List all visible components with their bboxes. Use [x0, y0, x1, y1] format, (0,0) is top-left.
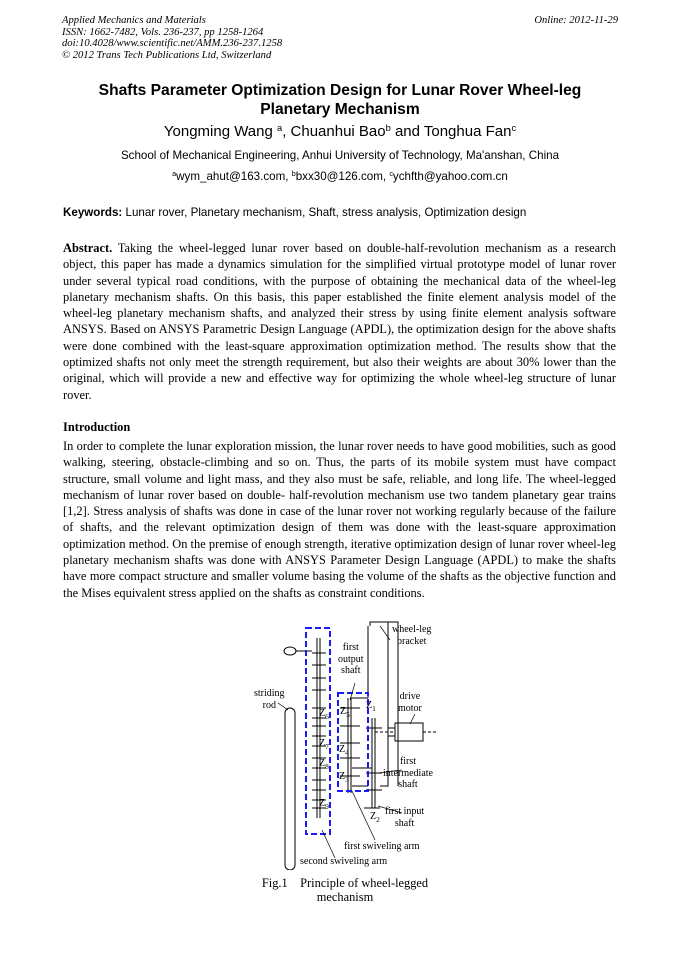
keywords-label: Keywords:	[63, 206, 123, 219]
author-emails	[62, 170, 618, 184]
email-sup: a	[172, 169, 177, 179]
gear-z8-label: $Z_8$	[319, 758, 329, 771]
email-address[interactable]: bxx30@126.com,	[295, 170, 390, 183]
gear-z6-label: $Z_6$	[319, 708, 329, 721]
striding-rod	[285, 708, 295, 870]
author-sup: b	[385, 122, 391, 133]
online-date: Online: 2012-11-29	[534, 15, 618, 26]
author-name: Tonghua Fan	[423, 123, 512, 140]
first-output-shaft-label: first output shaft	[338, 642, 364, 677]
first-intermediate-shaft-label: first intermediate shaft	[383, 756, 433, 791]
gear-z1-label: $Z_1$	[366, 700, 376, 713]
drive-motor-label: drive motor	[398, 691, 422, 714]
keywords-text: Lunar rover, Planetary mechanism, Shaft, stress analysis, Optimization design	[122, 206, 527, 219]
striding-rod-label: striding rod	[254, 688, 285, 711]
author-list	[62, 122, 618, 142]
email-address[interactable]: ychfth@yahoo.com.cn	[392, 170, 508, 183]
email-sup: c	[389, 169, 393, 179]
author-separator: ,	[282, 123, 291, 140]
figure-caption	[240, 876, 450, 904]
paper-title	[62, 81, 618, 119]
doi-line: doi:10.4028/www.scientific.net/AMM.236-237.1258	[62, 38, 283, 50]
gear-z3-label: $Z_3$	[339, 771, 349, 784]
gear-z5-label: $Z_5$	[340, 706, 350, 719]
abstract-text: Taking the wheel-legged lunar rover based on double-half-revolution mechanism as a research object, this paper has made a dynamics simulation for the simplified virtual prototype model of lunar rover under several typical road conditions, with the purpose of obtaining the mechanical data of the wheel-leg planetary mechanism shafts. On this basis, this paper established the finite element analysis model of the wheel-leg planetary mechanism shafts, and analyzed their stress by using finite element analysis software ANSYS. Based on ANSYS Parametric Design Language (APDL), the optimization design for the above shafts were done combined with the least-square approximation optimization method. The results show that the optimized shafts not only meet the strength requirement, but also their weights are about 30% lower than the original, which will provide a new and effective way for optimizing the whole wheel-leg structure of lunar rover.	[63, 241, 616, 402]
author-separator: and	[390, 123, 424, 140]
issn-line: ISSN: 1662-7482, Vols. 236-237, pp 1258-1264	[62, 26, 264, 38]
title-line-1: Shafts Parameter Optimization Design for Lunar Rover Wheel-leg	[98, 82, 582, 99]
abstract	[63, 240, 616, 403]
caption-line-2: mechanism	[316, 890, 374, 904]
striding-rod-end	[284, 647, 296, 655]
wheel-leg-bracket-label: wheel-leg bracket	[392, 624, 432, 647]
introduction-text: In order to complete the lunar exploration mission, the lunar rover needs to have good mobilities, such as good walking, steering, obstacle-climbing and so on. Thus, the parts of its mobile system must have compact structure, small volume and light mass, and they also must be safe, reliable, and long life. The wheel-legged mechanism of lunar rover based on double- half-revolution mechanism use two tandem planetary gear trains [1,2]. Stress analysis of shafts was done in case of the lunar rover not working regularly because of the failure of shafts, and the relevant optimization design of them was done with the least-square approximation optimization method. On the premise of enough strength, iterative optimization design of lunar rover wheel-leg planetary mechanism shafts was done with ANSYS Parameter Design Language (APDL) to make the shafts have more compact structure and smaller volume basing the volume of the shafts as the objective function and the Mises equivalent stress applied on the shafts as constraint conditions.	[63, 439, 616, 600]
gear-z4-label: $Z_4$	[339, 744, 349, 757]
author-sup: c	[511, 122, 517, 133]
caption-line-1: Fig.1 Principle of wheel-legged	[261, 876, 429, 890]
gear-z7-label: $Z_7$	[319, 738, 329, 751]
author-sup: a	[277, 122, 283, 133]
introduction-heading: Introduction	[63, 420, 131, 434]
second-swiveling-arm-label: second swiveling arm	[300, 856, 388, 867]
author-name: Chuanhui Bao	[290, 123, 386, 140]
drive-motor-body	[395, 723, 423, 741]
second-arm-gears	[312, 653, 326, 808]
abstract-label: Abstract.	[63, 241, 113, 255]
affiliation: School of Mechanical Engineering, Anhui University of Technology, Ma'anshan, China	[120, 149, 560, 162]
email-sup: b	[291, 169, 296, 179]
copyright-line: © 2012 Trans Tech Publications Ltd, Switzerland	[62, 49, 272, 61]
gear-z9-label: $Z_9$	[319, 798, 329, 811]
journal-name: Applied Mechanics and Materials	[62, 15, 206, 26]
gear-z2-label: $Z_2$	[370, 811, 380, 824]
first-swiveling-arm-label: first swiveling arm	[344, 841, 420, 852]
journal-header	[62, 15, 618, 61]
email-address[interactable]: wym_ahut@163.com,	[176, 170, 292, 183]
keywords	[63, 206, 619, 220]
author-name: Yongming Wang	[163, 123, 273, 140]
mechanism-figure	[240, 618, 450, 870]
title-line-2: Planetary Mechanism	[260, 101, 420, 118]
first-input-shaft-label: first input shaft	[385, 806, 425, 829]
